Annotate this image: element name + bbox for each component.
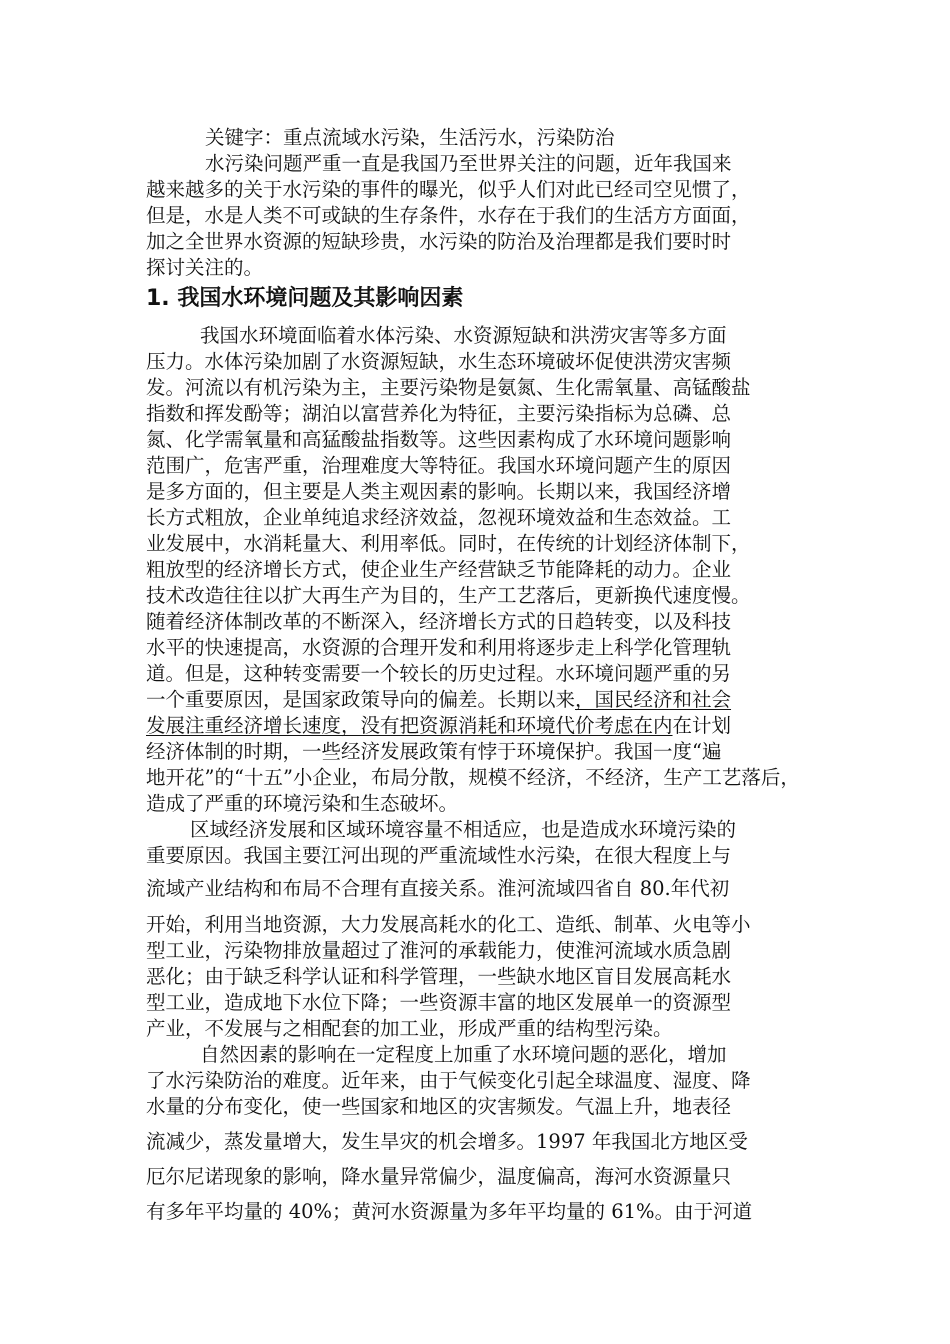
paragraph-line: 随着经济体制改革的不断深入，经济增长方式的日趋转变，以及科技 [146,610,732,633]
paragraph-line: 恶化；由于缺乏科学认证和科学管理，一些缺水地区盲目发展高耗水 [146,965,732,988]
intro-line: 越来越多的关于水污染的事件的曝光，似乎人们对此已经司空见惯了， [146,178,751,201]
paragraph-line: 型工业，造成地下水位下降；一些资源丰富的地区发展单一的资源型 [146,991,732,1014]
paragraph-line: 水量的分布变化，使一些国家和地区的灾害频发。气温上升，地表径 [146,1095,732,1118]
paragraph-line: 型工业，污染物排放量超过了淮河的承载能力，使淮河流域水质急剧 [146,939,732,962]
paragraph-line: 范围广，危害严重，治理难度大等特征。我国水环境问题产生的原因 [146,454,732,477]
paragraph-line: 技术改造往往以扩大再生产为目的，生产工艺落后，更新换代速度慢。 [146,584,751,607]
underlined-text: 发展注重经济增长速度，没有把资源消耗和环境代价考虑在内 [146,714,673,737]
plain-text: 一个重要原因，是国家政策导向的偏差。长期以来 [146,688,576,711]
keywords-line: 关键字：重点流域水污染，生活污水，污染防治 [205,126,615,149]
section-heading: 1. 我国水环境问题及其影响因素 [146,286,464,311]
paragraph-line: 重要原因。我国主要江河出现的严重流域性水污染，在很大程度上与 [146,844,732,867]
paragraph-line: 了水污染防治的难度。近年来，由于气候变化引起全球温度、湿度、降 [146,1069,751,1092]
paragraph-line: 压力。水体污染加剧了水资源短缺，水生态环境破坏促使洪涝灾害频 [146,350,732,373]
intro-line: 水污染问题严重一直是我国乃至世界关注的问题，近年我国来 [205,152,732,175]
paragraph-line: 指数和挥发酚等；湖泊以富营养化为特征，主要污染指标为总磷、总 [146,402,732,425]
paragraph-line: 氮、化学需氧量和高猛酸盐指数等。这些因素构成了水环境问题影响 [146,428,732,451]
paragraph-line: 开始，利用当地资源，大力发展高耗水的化工、造纸、制革、火电等小 [146,913,751,936]
paragraph-line: 流减少，蒸发量增大，发生旱灾的机会增多。1997 年我国北方地区受 [146,1130,748,1153]
intro-line: 但是，水是人类不可或缺的生存条件，水存在于我们的生活方方面面， [146,204,751,227]
intro-line: 探讨关注的。 [146,256,264,279]
paragraph-line: 水平的快速提高，水资源的合理开发和利用将逐步走上科学化管理轨 [146,636,732,659]
plain-text: 在计划 [672,714,732,737]
paragraph-line: 有多年平均量的 40%；黄河水资源量为多年平均量的 61%。由于河道 [146,1200,753,1223]
paragraph-line: 产业，不发展与之相配套的加工业，形成严重的结构型污染。 [146,1017,673,1040]
paragraph-line: 道。但是，这种转变需要一个较长的历史过程。水环境问题严重的另 [146,662,732,685]
paragraph-line: 发。河流以有机污染为主，主要污染物是氨氮、生化需氧量、高锰酸盐 [146,376,751,399]
paragraph-line: 区域经济发展和区域环境容量不相适应，也是造成水环境污染的 [190,818,737,841]
paragraph-line: 经济体制的时期，一些经济发展政策有悖于环境保护。我国一度“遍 [146,740,722,763]
paragraph-line: 自然因素的影响在一定程度上加重了水环境问题的恶化，增加 [200,1043,727,1066]
paragraph-line: 业发展中，水消耗量大、利用率低。同时，在传统的计划经济体制下， [146,532,751,555]
paragraph-line: 长方式粗放，企业单纯追求经济效益，忽视环境效益和生态效益。工 [146,506,732,529]
paragraph-line: 是多方面的，但主要是人类主观因素的影响。长期以来，我国经济增 [146,480,732,503]
paragraph-line: 粗放型的经济增长方式，使企业生产经营缺乏节能降耗的动力。企业 [146,558,732,581]
paragraph-line [146,687,811,713]
paragraph-line: 厄尔尼诺现象的影响，降水量异常偏少，温度偏高，海河水资源量只 [146,1165,732,1188]
paragraph-line: 地开花”的“十五”小企业，布局分散，规模不经济，不经济，生产工艺落后， [146,766,800,789]
paragraph-line: 造成了严重的环境污染和生态破坏。 [146,792,459,815]
paragraph-line: 我国水环境面临着水体污染、水资源短缺和洪涝灾害等多方面 [200,324,727,347]
paragraph-line [146,713,811,739]
underlined-text: ，国民经济和社会 [575,688,732,711]
intro-line: 加之全世界水资源的短缺珍贵，水污染的防治及治理都是我们要时时 [146,230,732,253]
paragraph-line: 流域产业结构和布局不合理有直接关系。淮河流域四省自 80.年代初 [146,877,730,900]
